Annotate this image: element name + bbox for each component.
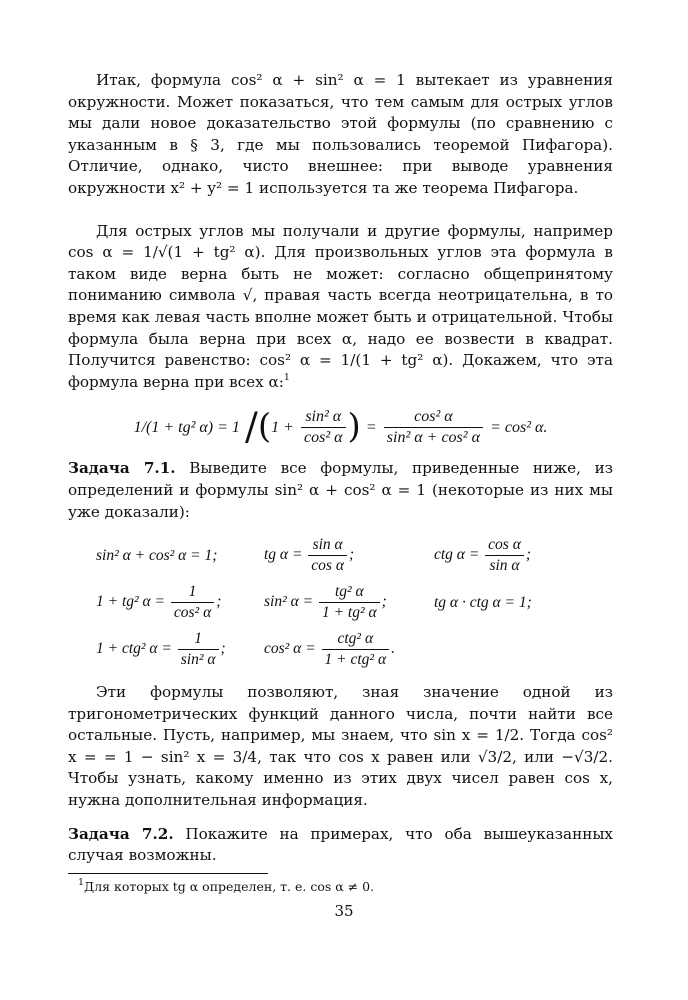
formula-cos-squared [264, 629, 434, 670]
fraction-numerator: 1 [178, 629, 219, 650]
formula-end: ; [216, 593, 222, 611]
formula-end: ; [381, 593, 387, 611]
fraction-numerator: tg² α [319, 582, 380, 603]
formula-left: ctg α = [434, 546, 480, 564]
task-7-2 [68, 824, 613, 867]
fraction-denominator: cos α [311, 557, 344, 575]
page-number: 35 [334, 902, 354, 920]
display-formula-rhs: = cos² α. [490, 419, 548, 437]
display-formula-inner-one: 1 + [271, 419, 294, 437]
formula-list [96, 535, 613, 670]
formula-left: sin² α = [264, 593, 314, 611]
display-formula-slash: / [245, 405, 258, 450]
formula-left: tg α = [264, 546, 303, 564]
fraction-denominator: 1 + tg² α [321, 604, 377, 622]
paragraph-circle-equation: Итак, формула cos² α + sin² α = 1 вытекает из уравнения окружности. Может показаться, что тем самым для острых углов мы дали новое доказательство этой формулы (по сравнению с указанным в § 3, где мы пользовались теоремой Пифагора). Отличие, однако, чисто внешнее: при выводе уравнения окружности x² + y² = 1 используется та же теорема Пифагора. [68, 71, 613, 197]
footnote-mark: 1 [78, 876, 85, 888]
fraction-denominator: cos² α [173, 604, 212, 622]
formula-pythagorean: sin² α + cos² α = 1; [96, 546, 218, 564]
task-7-1-text: Выведите все формулы, приведенные ниже, из определений и формулы sin² α + cos² α = 1 (некоторые из них мы уже доказали): [68, 459, 613, 521]
display-formula-open-paren: ( [257, 407, 272, 448]
footnote-reference[interactable]: 1 [283, 371, 290, 383]
fraction-numerator: 1 [171, 582, 214, 603]
display-formula [68, 407, 613, 448]
formula-one-plus-ctg [96, 629, 264, 670]
display-formula-lhs: 1/(1 + tg² α) = 1 [133, 419, 240, 437]
task-7-1 [68, 458, 613, 523]
formula-end: . [391, 640, 395, 658]
fraction-numerator: ctg² α [322, 629, 390, 650]
footnote [68, 878, 613, 896]
paragraph-acute-angles [68, 221, 613, 394]
formula-tg-ctg-product: tg α · ctg α = 1; [434, 593, 532, 611]
formula-left: 1 + ctg² α = [96, 640, 172, 658]
task-7-2-heading: Задача 7.2. [68, 824, 174, 843]
formula-fraction [319, 582, 380, 623]
formula-sin-squared [264, 582, 434, 623]
formula-fraction [485, 535, 524, 576]
fraction-denominator: sin α [489, 557, 520, 575]
display-formula-fraction [384, 407, 483, 448]
fraction-numerator: sin² α [301, 407, 346, 428]
formula-fraction [322, 629, 390, 670]
formula-left: 1 + tg² α = [96, 593, 166, 611]
display-formula-inner-fraction [301, 407, 346, 448]
task-7-1-heading: Задача 7.1. [68, 459, 176, 478]
formula-fraction [171, 582, 214, 623]
formula-end: ; [348, 546, 355, 564]
fraction-numerator: sin α [308, 535, 347, 556]
fraction-denominator: 1 + ctg² α [324, 651, 387, 669]
paragraph-acute-angles-text: Для острых углов мы получали и другие формулы, например cos α = 1/√(1 + tg² α). Для произвольных углов эта формула в таком виде верна быть не может: согласно общепринятому пониманию символа √, правая часть всегда неотрицательна, в то время как левая часть вполне может быть и отрицательной. Чтобы формула была верна при всех α, надо ее возвести в квадрат. Получится равенство: cos² α = 1/(1 + tg² α). Докажем, что эта формула верна при всех α: [68, 221, 613, 391]
formula-end: ; [220, 640, 226, 658]
fraction-denominator: sin² α [180, 651, 216, 669]
fraction-denominator: cos² α [304, 429, 343, 447]
formula-end: ; [525, 546, 532, 564]
footnote-text: Для которых tg α определен, т. е. cos α ≠ 0. [84, 878, 375, 894]
fraction-denominator: sin² α + cos² α [386, 429, 480, 447]
display-formula-close-paren: ) [347, 407, 361, 448]
paragraph-trig-values: Эти формулы позволяют, зная значение одной из тригонометрических функций данного числа, почти найти все остальные. Пусть, например, мы знаем, что sin x = 1/2. Тогда cos² x = = 1 − sin² x = 3/4, так что cos x равен или √3/2, или −√3/2. Чтобы узнать, какому именно из этих двух чисел равен cos x, нужна дополнительная информация. [68, 683, 613, 810]
formula-cotangent [434, 535, 594, 576]
formula-fraction [178, 629, 219, 670]
display-formula-eq: = [365, 419, 377, 437]
page-body [68, 70, 613, 896]
formula-one-plus-tg [96, 582, 264, 623]
footnote-divider [68, 873, 268, 874]
fraction-numerator: cos² α [384, 407, 483, 428]
formula-left: cos² α = [264, 640, 316, 658]
task-7-2-text: Покажите на примерах, что оба вышеуказанных случая возможны. [68, 824, 613, 865]
fraction-numerator: cos α [485, 535, 524, 556]
formula-fraction [308, 535, 347, 576]
formula-tangent [264, 535, 434, 576]
